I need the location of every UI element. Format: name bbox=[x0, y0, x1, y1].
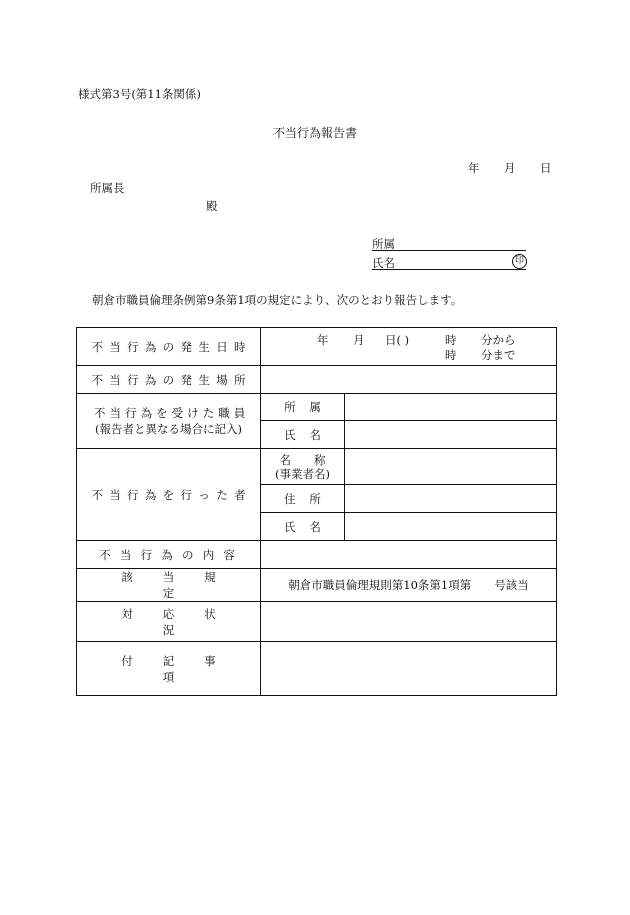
victim-affiliation-label: 所属 bbox=[261, 394, 345, 421]
table-row bbox=[77, 569, 557, 602]
act-content-label: 不当行為の内容 bbox=[77, 541, 261, 569]
month-label: 月 bbox=[353, 333, 365, 347]
table-row bbox=[77, 366, 557, 394]
additional-notes-field[interactable] bbox=[261, 642, 557, 696]
offender-business-name-field[interactable] bbox=[345, 449, 557, 485]
occurrence-datetime-field[interactable] bbox=[261, 328, 557, 366]
additional-notes-label: 付記事項 bbox=[77, 642, 261, 696]
table-row bbox=[77, 642, 557, 696]
minute-from-label: 分から bbox=[481, 333, 516, 347]
victim-staff-label: 不当行為を受けた職員 (報告者と異なる場合に記入) bbox=[77, 394, 261, 449]
applicable-rule-field[interactable]: 朝倉市職員倫理規則第10条第1項第 号該当 bbox=[261, 569, 557, 602]
table-row bbox=[77, 602, 557, 642]
seal-mark: 印 bbox=[512, 254, 527, 269]
date-day-label: 日 bbox=[540, 161, 552, 175]
day-weekday-label: 日( ) bbox=[385, 333, 410, 347]
response-status-field[interactable] bbox=[261, 602, 557, 642]
response-status-label: 対応状況 bbox=[77, 602, 261, 642]
occurrence-place-label: 不当行為の発生場所 bbox=[77, 366, 261, 394]
intro-text: 朝倉市職員倫理条例第9条第1項の規定により、次のとおり報告します。 bbox=[92, 293, 463, 307]
addressee: 所属長 bbox=[90, 181, 125, 195]
table-row bbox=[77, 394, 557, 421]
offender-name-field[interactable] bbox=[345, 513, 557, 541]
victim-name-field[interactable] bbox=[345, 421, 557, 449]
occurrence-place-field[interactable] bbox=[261, 366, 557, 394]
document-title: 不当行為報告書 bbox=[272, 126, 357, 140]
date-year-label: 年 bbox=[468, 161, 480, 175]
report-table bbox=[76, 327, 557, 696]
act-content-field[interactable] bbox=[261, 541, 557, 569]
reporter-name-label: 氏名 bbox=[372, 256, 395, 270]
offender-name-label: 氏名 bbox=[261, 513, 345, 541]
year-label: 年 bbox=[317, 333, 329, 347]
table-row bbox=[77, 541, 557, 569]
offender-label: 不当行為を行った者 bbox=[77, 449, 261, 541]
honorific: 殿 bbox=[206, 199, 218, 213]
offender-address-label: 住所 bbox=[261, 485, 345, 513]
applicable-rule-label: 該当規定 bbox=[77, 569, 261, 602]
occurrence-datetime-label: 不当行為の発生日時 bbox=[77, 328, 261, 366]
hour-from-label: 時 bbox=[445, 333, 457, 347]
minute-to-label: 分まで bbox=[481, 348, 516, 362]
table-row bbox=[77, 449, 557, 485]
form-number: 様式第3号(第11条関係) bbox=[78, 87, 201, 101]
reporter-affiliation-label: 所属 bbox=[372, 237, 395, 251]
reporter-affiliation-line[interactable] bbox=[372, 250, 526, 251]
date-month-label: 月 bbox=[504, 161, 516, 175]
offender-address-field[interactable] bbox=[345, 485, 557, 513]
victim-affiliation-field[interactable] bbox=[345, 394, 557, 421]
hour-to-label: 時 bbox=[445, 348, 457, 362]
table-row bbox=[77, 328, 557, 366]
reporter-name-line[interactable] bbox=[372, 269, 526, 270]
victim-name-label: 氏名 bbox=[261, 421, 345, 449]
offender-business-name-label: 名 称 (事業者名) bbox=[261, 449, 345, 485]
